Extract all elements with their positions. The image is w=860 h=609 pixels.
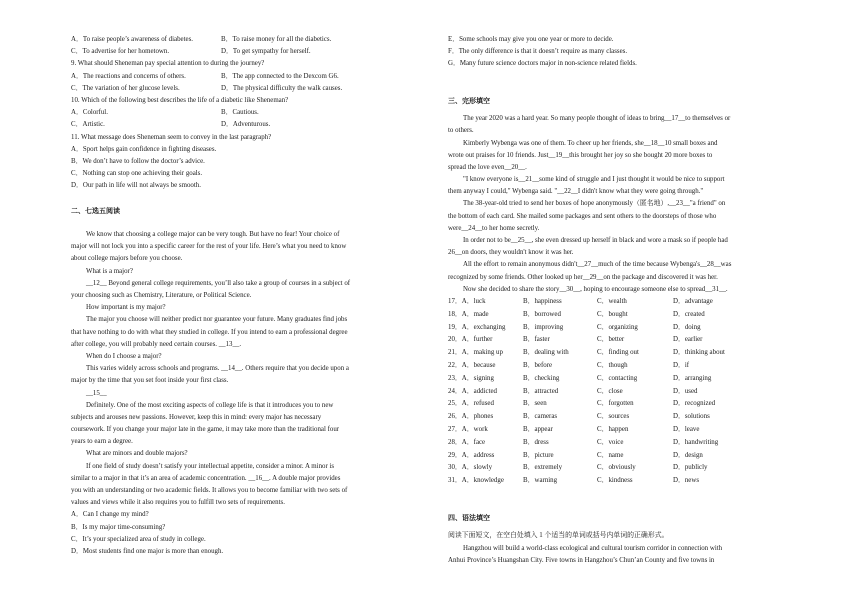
choice-row <box>448 398 793 411</box>
option-b: B．The app connected to the Dexcom G6. <box>221 72 339 80</box>
choice-option: D．thinking about <box>673 349 725 357</box>
option-a: A．The reactions and concerns of others. <box>71 72 186 80</box>
choice-option: D．handwriting <box>673 438 719 446</box>
passage-line: were__24__to her home secretly. <box>448 224 540 232</box>
choice-row <box>448 309 793 322</box>
option-c: C．It’s your specialized area of study in college. <box>71 535 206 543</box>
choice-option: C．bought <box>597 310 628 318</box>
choice-option: C．wealth <box>597 297 627 305</box>
passage-line: values and views while it also requires you to fulfill two sets of requirements. <box>71 499 285 507</box>
passage-line: The major you choose will neither predict nor guarantee your future. Many graduates find jobs <box>86 316 348 324</box>
passage-line: Anhui Province’s Huangshan City. Five towns in Hangzhou’s Chun’an County and five towns in <box>448 556 715 564</box>
choice-row <box>448 437 793 450</box>
choice-option: C．sources <box>597 413 630 421</box>
choice-option: B．faster <box>523 336 550 344</box>
passage-line: We know that choosing a college major can be very tough. But have no fear! Your choice of <box>86 231 340 239</box>
option-b: B．Cautious. <box>221 109 259 117</box>
choice-option: 27．A．work <box>448 425 488 433</box>
passage-line: the bottom of each card. She mailed some packages and sent others to the doorsteps of those who <box>448 212 717 220</box>
option-g: G．Many future science doctors major in non-science related fields. <box>448 60 637 68</box>
passage-line: coursework. If you change your major late in the game, it may take more than the traditional four <box>71 426 340 434</box>
option-d: D．Our path in life will not always be smooth. <box>71 182 201 190</box>
choice-option: D．used <box>673 387 698 395</box>
q8-options-row-2 <box>71 46 413 58</box>
passage-line: them anyway I could," Wybenga said. "__22__I didn't know what they were going through." <box>448 188 704 196</box>
choice-option: D．publicly <box>673 464 708 472</box>
choice-option: D．design <box>673 451 703 459</box>
option-e: E．Some schools may give you one year or more to decide. <box>448 36 614 43</box>
choice-row <box>448 475 793 488</box>
choice-option: B．appear <box>523 425 553 433</box>
choice-row <box>448 322 793 335</box>
option-f: F．The only difference is that it doesn’t require as many classes. <box>448 48 628 56</box>
choice-option: D．advantage <box>673 297 713 305</box>
option-b: B．Is my major time-consuming? <box>71 523 166 531</box>
passage-line: __15__ <box>86 389 107 397</box>
choice-option: C．contacting <box>597 374 638 382</box>
choice-row <box>448 450 793 463</box>
section-4-instruction: 阅读下面短文，在空白处填入 1 个适当的单词或括号内单词的正确形式。 <box>448 532 669 540</box>
choice-option: D．created <box>673 310 705 318</box>
passage-line: about college majors before you choose. <box>71 255 183 263</box>
passage-line: recognized by some friends. Other looked up her__29__on the package and discovered it was her. <box>448 273 718 281</box>
choice-option: 17．A．luck <box>448 297 486 305</box>
passage-line: "I know everyone is__21__some kind of struggle and I just thought it would be nice to support <box>463 176 725 184</box>
choice-option: 20．A．further <box>448 336 493 344</box>
section-2-heading: 二、七选五阅读 <box>71 206 120 215</box>
choice-option: D．arranging <box>673 374 712 382</box>
choice-option: C．obviously <box>597 464 636 472</box>
choice-option: D．news <box>673 477 700 485</box>
passage-line: subjects and arouses new passions. However, keep this in mind: every major has necessary <box>71 413 322 421</box>
choice-option: 25．A．refused <box>448 400 494 408</box>
choice-option: C．voice <box>597 438 624 446</box>
choice-option: 18．A．made <box>448 310 489 318</box>
choice-row <box>448 296 793 309</box>
option-a: A．Can I change my mind? <box>71 511 149 519</box>
choice-option: 26．A．phones <box>448 413 494 421</box>
section-4-heading: 四、语法填空 <box>448 514 490 523</box>
q9-options-row-2 <box>71 83 413 95</box>
section-3-heading: 三、完形填空 <box>448 96 490 105</box>
q9-options-row-1 <box>71 71 413 83</box>
choice-option: B．before <box>523 361 553 369</box>
passage-line: The year 2020 was a hard year. So many people thought of ideas to bring__17__to themselves or <box>463 115 731 123</box>
choice-option: 23．A．signing <box>448 374 494 382</box>
choice-row <box>448 462 793 475</box>
choice-option: 19．A．exchanging <box>448 323 506 331</box>
choice-row <box>448 411 793 424</box>
passage-line: What is a major? <box>86 267 133 275</box>
choice-option: C．finding out <box>597 349 639 357</box>
choice-option: D．if <box>673 361 690 369</box>
passage-line: The 38-year-old tried to send her boxes of hope anonymously（匿名地）,__23__"a friend" on <box>463 200 726 208</box>
passage-line: spread the love even__20__. <box>448 163 527 171</box>
passage-line: your choosing such as Chemistry, Literature, or Political Science. <box>71 292 252 300</box>
passage-line: that have nothing to do with what they studied in college. If you intend to earn a professional degree <box>71 328 348 336</box>
passage-line: major by the time that you set foot inside your first class. <box>71 377 229 385</box>
choice-option: C．happen <box>597 425 629 433</box>
option-c: C．To advertise for her hometown. <box>71 48 170 56</box>
choice-option: C．forgotten <box>597 400 634 408</box>
choice-option: C．better <box>597 336 625 344</box>
passage-line: How important is my major? <box>86 304 166 312</box>
passage-line: Definitely. One of the most exciting aspects of college life is that it introduces you to new <box>86 401 334 409</box>
grammar-fill-passage <box>448 543 793 567</box>
choice-option: D．solutions <box>673 413 710 421</box>
choice-option: B．warning <box>523 477 558 485</box>
passage-line: similar to a major in that it’s an area of academic concentration. __16__. A double major provides <box>71 474 341 482</box>
passage-line: This varies widely across schools and programs. __14__. Others require that you decide upon a <box>86 365 349 373</box>
cloze-passage <box>448 113 793 296</box>
passage-line: years to earn a degree. <box>71 438 133 446</box>
choice-option: D．doing <box>673 323 701 331</box>
passage-line: Kimberly Wybenga was one of them. To cheer up her friends, she__18__10 small boxes and <box>463 139 718 147</box>
right-column <box>448 34 793 567</box>
choice-option: C．organizing <box>597 323 638 331</box>
option-c: C．Nothing can stop one achieving their goals. <box>71 170 203 178</box>
option-b: B．We don’t have to follow the doctor’s advice. <box>71 157 205 165</box>
passage-line: __12__ Beyond general college requirements, you’ll also take a group of courses in a subject of <box>86 279 351 287</box>
choice-option: B．dealing with <box>523 349 569 357</box>
option-b: B．To raise money for all the diabetics. <box>221 36 332 43</box>
q8-options-row-1 <box>71 34 413 46</box>
option-a: A．Sport helps gain confidence in fighting diseases. <box>71 145 217 153</box>
choice-option: D．recognized <box>673 400 716 408</box>
passage-line: you with an understanding or two academic fields. It allows you to become familiar with two sets of <box>71 487 348 495</box>
question-10: 10. Which of the following best describes the life of a diabetic like Sheneman? <box>71 97 289 104</box>
passage-line: All the effort to remain anonymous didn't__27__much of the time because Wybenga's__28__was <box>463 261 732 269</box>
choice-option: B．checking <box>523 374 560 382</box>
option-c: C．Artistic. <box>71 121 105 129</box>
choice-option: C．though <box>597 361 628 369</box>
choice-row <box>448 424 793 437</box>
left-column <box>71 34 413 558</box>
option-a: A．Colorful. <box>71 109 108 117</box>
option-d: D．Adventurous. <box>221 121 271 129</box>
option-a: A．To raise people’s awareness of diabetes. <box>71 36 193 43</box>
passage-line: wrote out praises for 10 friends. Just__19__this brought her joy so she bought 20 more boxes to <box>448 151 713 159</box>
passage-line: If one field of study doesn’t satisfy your intellectual appetite, consider a minor. A minor is <box>86 462 335 470</box>
choice-option: B．happiness <box>523 297 562 305</box>
option-d: D．The physical difficulty the walk causes. <box>221 84 343 92</box>
seven-choose-five-passage <box>71 229 413 509</box>
choice-row <box>448 360 793 373</box>
q10-options-row-1 <box>71 107 413 119</box>
question-9: 9. What should Sheneman pay special attention to during the journey? <box>71 60 265 68</box>
choice-option: B．borrowed <box>523 310 561 318</box>
passage-line: after college, you will probably need certain courses. __13__. <box>71 340 242 348</box>
choice-option: B．picture <box>523 451 554 459</box>
passage-line: When do I choose a major? <box>86 352 162 360</box>
question-11: 11. What message does Sheneman seem to convey in the last paragraph? <box>71 133 272 141</box>
choice-option: D．leave <box>673 425 700 433</box>
q10-options-row-2 <box>71 119 413 131</box>
choice-option: C．name <box>597 451 624 459</box>
passage-line: Now she decided to share the story__30__, hoping to encourage someone else to spread__31__. <box>463 285 728 293</box>
choice-row <box>448 373 793 386</box>
passage-line: to others. <box>448 127 474 135</box>
choice-option: B．cameras <box>523 413 558 421</box>
option-d: D．Most students find one major is more than enough. <box>71 547 224 555</box>
choice-option: 30．A．slowly <box>448 464 493 472</box>
passage-line: Hangzhou will build a world-class ecological and cultural tourism corridor in connection with <box>463 544 723 552</box>
passage-line: In order not to be__25__, she even dressed up herself in black and wore a mask so if people had <box>463 237 728 244</box>
passage-line: 26__on doors, they wouldn't know it was her. <box>448 249 574 257</box>
choice-option: 24．A．addicted <box>448 387 497 395</box>
choice-option: 28．A．face <box>448 438 486 446</box>
cloze-choices <box>448 296 793 488</box>
choice-option: B．attracted <box>523 387 559 395</box>
choice-row <box>448 347 793 360</box>
choice-option: 29．A．address <box>448 451 495 459</box>
choice-option: B．seen <box>523 400 547 408</box>
choice-option: C．kindness <box>597 477 633 485</box>
choice-row <box>448 334 793 347</box>
choice-option: 21．A．making up <box>448 349 503 357</box>
choice-option: 31．A．knowledge <box>448 477 504 485</box>
option-d: D．To get sympathy for herself. <box>221 48 311 56</box>
choice-option: B．extremely <box>523 464 563 472</box>
passage-line: What are minors and double majors? <box>86 450 188 458</box>
choice-option: 22．A．because <box>448 361 496 369</box>
option-c: C．The variation of her glucose levels. <box>71 84 180 92</box>
choice-row <box>448 386 793 399</box>
passage-line: major will not lock you into a specific career for the rest of your life. Here’s what you need to know <box>71 243 347 251</box>
choice-option: C．close <box>597 387 623 395</box>
choice-option: B．dress <box>523 438 549 446</box>
choice-option: B．improving <box>523 323 564 331</box>
choice-option: D．earlier <box>673 336 703 344</box>
